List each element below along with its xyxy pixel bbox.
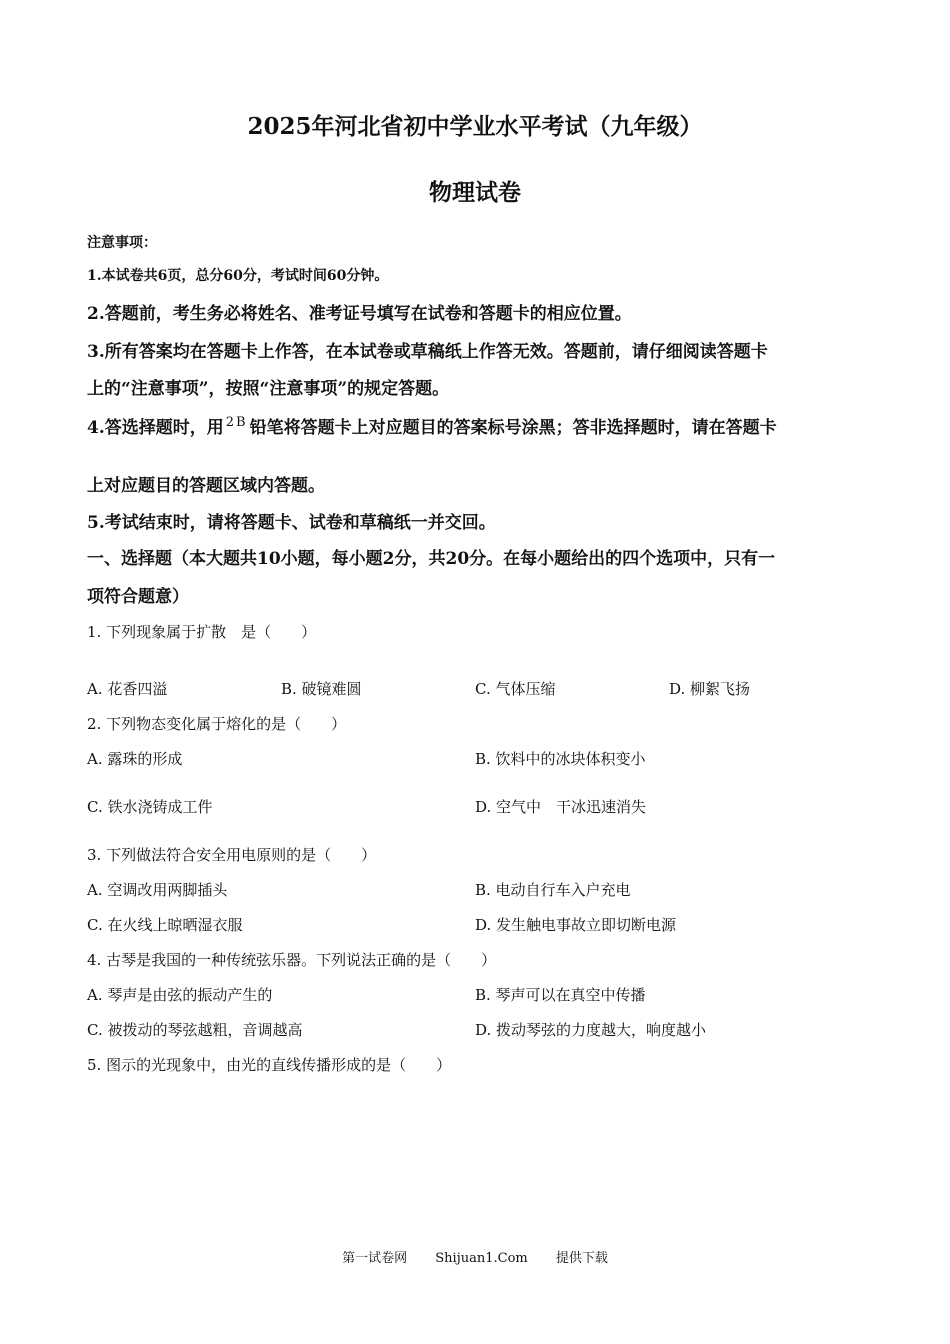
note-item-3-line-2: 上的“注意事项”，按照“注意事项”的规定答题。 [87,379,450,399]
question-1-option-c: C. 气体压缩 [475,680,556,698]
question-2-option-c: C. 铁水浇铸成工件 [87,798,213,816]
note-item-4-suffix: 铅笔将答题卡上对应题目的答案标号涂黑；答非选择题时，请在答题卡 [249,418,777,438]
note-item-4-line-2: 上对应题目的答题区域内答题。 [87,476,325,496]
footer-download-note: 提供下载 [555,1251,608,1266]
question-4-option-c: C. 被拨动的琴弦越粗，音调越高 [87,1021,303,1039]
question-3-option-a: A. 空调改用两脚插头 [87,881,228,899]
section-1-heading-line-1: 一、选择题（本大题共10小题，每小题2分，共20分。在每小题给出的四个选项中，只有一 [87,549,776,569]
question-2-option-a: A. 露珠的形成 [87,750,183,768]
question-1-option-d: D. 柳絮飞扬 [669,680,751,698]
question-2-option-d: D. 空气中 干冰迅速消失 [475,798,647,816]
question-3-option-b: B. 电动自行车入户充电 [475,881,631,899]
note-item-4-line-1 [87,413,777,438]
notes-heading: 注意事项： [87,235,157,251]
page-footer [0,1247,950,1266]
pencil-grade: 2B [225,415,248,430]
question-3-stem: 3. 下列做法符合安全用电原则的是（ ） [87,846,377,864]
note-item-3-line-1: 3.所有答案均在答题卡上作答，在本试卷或草稿纸上作答无效。答题前，请仔细阅读答题卡 [87,342,768,362]
question-4-option-d: D. 拨动琴弦的力度越大，响度越小 [475,1021,707,1039]
footer-site-name: 第一试卷网 [342,1251,408,1266]
note-item-2: 2.答题前，考生务必将姓名、准考证号填写在试卷和答题卡的相应位置。 [87,304,632,324]
note-item-5: 5.考试结束时，请将答题卡、试卷和草稿纸一并交回。 [87,513,496,533]
question-2-option-b: B. 饮料中的冰块体积变小 [475,750,646,768]
question-4-stem: 4. 古琴是我国的一种传统弦乐器。下列说法正确的是（ ） [87,951,497,969]
exam-title: 2025年河北省初中学业水平考试（九年级） [247,113,703,140]
question-1-option-a: A. 花香四溢 [87,680,168,698]
note-item-4-prefix: 4.答选择题时，用 [87,418,224,438]
question-2-stem: 2. 下列物态变化属于熔化的是（ ） [87,715,347,733]
question-4-option-a: A. 琴声是由弦的振动产生的 [87,986,273,1004]
footer-site-url: Shijuan1.Com [435,1251,528,1266]
question-1-stem: 1. 下列现象属于扩散 是（ ） [87,623,317,641]
section-1-heading-line-2: 项符合题意） [87,587,189,607]
question-3-option-c: C. 在火线上晾晒湿衣服 [87,916,243,934]
exam-subtitle: 物理试卷 [429,179,521,206]
note-item-1: 1.本试卷共6页，总分60分，考试时间60分钟。 [87,268,389,284]
question-4-option-b: B. 琴声可以在真空中传播 [475,986,646,1004]
question-5-stem: 5. 图示的光现象中，由光的直线传播形成的是（ ） [87,1056,452,1074]
question-1-option-b: B. 破镜难圆 [281,680,362,698]
question-3-option-d: D. 发生触电事故立即切断电源 [475,916,677,934]
